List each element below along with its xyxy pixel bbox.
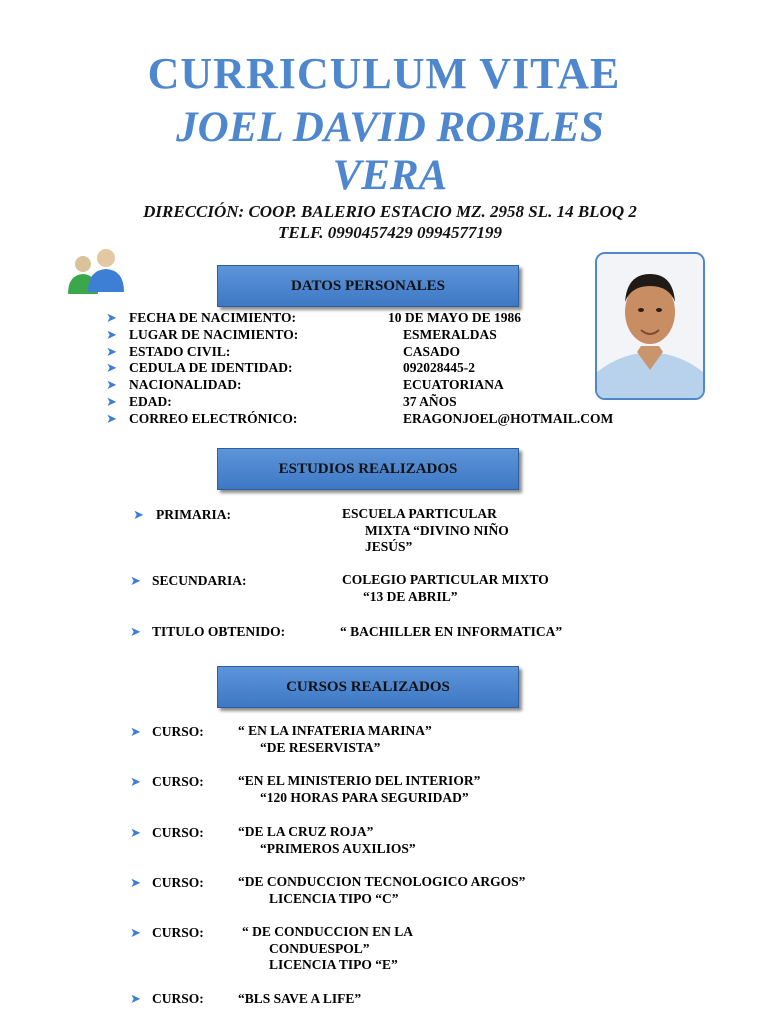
section-courses-title: CURSOS REALIZADOS <box>286 678 450 695</box>
value-primary <box>342 506 509 556</box>
arrow-bullet-icon: ➤ <box>130 774 141 789</box>
arrow-bullet-icon: ➤ <box>130 991 141 1006</box>
course-item <box>238 723 432 756</box>
label-birth-date: FECHA DE NACIMIENTO: <box>129 310 297 325</box>
arrow-bullet-icon: ➤ <box>130 724 141 739</box>
value-primary-line-2: MIXTA “DIVINO NIÑO <box>365 522 509 538</box>
value-secondary <box>342 572 549 605</box>
arrow-bullet-icon: ➤ <box>130 624 141 639</box>
value-nationality: ECUATORIANA <box>403 377 504 392</box>
label-nationality: NACIONALIDAD: <box>129 377 242 392</box>
name-line-2: VERA <box>332 152 448 199</box>
label-birth-place: LUGAR DE NACIMIENTO: <box>129 327 299 342</box>
profile-photo <box>595 252 705 400</box>
section-studies <box>217 448 519 490</box>
value-birth-date: 10 DE MAYO DE 1986 <box>388 310 522 325</box>
course-label: CURSO: <box>152 724 204 739</box>
course-line-1: “BLS SAVE A LIFE” <box>238 991 362 1006</box>
name-line-1: JOEL DAVID ROBLES <box>176 104 604 151</box>
arrow-bullet-icon: ➤ <box>106 360 117 375</box>
section-personal-data-title: DATOS PERSONALES <box>290 277 446 294</box>
course-line-1: “ DE CONDUCCION EN LA <box>242 924 414 939</box>
value-secondary-line-2: “13 DE ABRIL” <box>363 588 458 604</box>
course-line-2: LICENCIA TIPO “C” <box>269 890 399 906</box>
arrow-bullet-icon: ➤ <box>106 394 117 409</box>
label-degree: TITULO OBTENIDO: <box>152 624 286 639</box>
course-label: CURSO: <box>152 991 204 1006</box>
value-id-number: 092028445-2 <box>403 360 475 375</box>
value-birth-place: ESMERALDAS <box>403 327 497 342</box>
arrow-bullet-icon: ➤ <box>106 377 117 392</box>
value-primary-line-1: ESCUELA PARTICULAR <box>342 506 497 521</box>
arrow-bullet-icon: ➤ <box>130 875 141 890</box>
course-line-2: “120 HORAS PARA SEGURIDAD” <box>260 789 469 805</box>
course-line-2: “DE RESERVISTA” <box>260 739 381 755</box>
arrow-bullet-icon: ➤ <box>106 411 117 426</box>
section-studies-title: ESTUDIOS REALIZADOS <box>278 460 458 477</box>
value-email: ERAGONJOEL@HOTMAIL.COM <box>403 411 614 426</box>
value-age: 37 AÑOS <box>403 394 457 409</box>
arrow-bullet-icon: ➤ <box>133 507 144 522</box>
label-age: EDAD: <box>129 394 172 409</box>
course-item <box>242 924 413 974</box>
arrow-bullet-icon: ➤ <box>106 327 117 342</box>
arrow-bullet-icon: ➤ <box>106 310 117 325</box>
course-label: CURSO: <box>152 875 204 890</box>
candidate-name <box>90 104 690 200</box>
document-title: CURRICULUM VITAE <box>147 49 621 98</box>
course-item <box>238 773 480 806</box>
course-item <box>238 824 416 857</box>
arrow-bullet-icon: ➤ <box>130 573 141 588</box>
section-personal-data <box>217 265 519 307</box>
value-primary-line-3: JESÚS” <box>365 539 413 554</box>
course-line-1: “DE LA CRUZ ROJA” <box>238 824 374 839</box>
value-secondary-line-1: COLEGIO PARTICULAR MIXTO <box>342 572 549 587</box>
label-civil-status: ESTADO CIVIL: <box>129 344 231 359</box>
section-courses <box>217 666 519 708</box>
label-primary: PRIMARIA: <box>156 507 231 522</box>
label-email: CORREO ELECTRÓNICO: <box>129 411 298 426</box>
arrow-bullet-icon: ➤ <box>130 925 141 940</box>
course-line-2: “PRIMEROS AUXILIOS” <box>260 840 416 856</box>
value-civil-status: CASADO <box>403 344 461 359</box>
course-line-1: “DE CONDUCCION TECNOLOGICO ARGOS” <box>238 874 526 889</box>
phone: TELF. 0990457429 0994577199 <box>277 223 502 242</box>
course-label: CURSO: <box>152 925 204 940</box>
course-label: CURSO: <box>152 774 204 789</box>
label-id-number: CEDULA DE IDENTIDAD: <box>129 360 293 375</box>
label-secondary: SECUNDARIA: <box>152 573 247 588</box>
people-icon <box>66 248 128 296</box>
course-line-1: “EN EL MINISTERIO DEL INTERIOR” <box>238 773 481 788</box>
value-degree: “ BACHILLER EN INFORMATICA” <box>340 624 563 639</box>
arrow-bullet-icon: ➤ <box>130 825 141 840</box>
address: DIRECCIÓN: COOP. BALERIO ESTACIO MZ. 2958 SL. 14 BLOQ 2 <box>143 202 637 221</box>
arrow-bullet-icon: ➤ <box>106 344 117 359</box>
course-item <box>238 874 525 907</box>
course-label: CURSO: <box>152 825 204 840</box>
course-line-1: “ EN LA INFATERIA MARINA” <box>238 723 432 738</box>
course-line-2: CONDUESPOL” <box>269 940 370 956</box>
course-line-3: LICENCIA TIPO “E” <box>269 957 398 972</box>
